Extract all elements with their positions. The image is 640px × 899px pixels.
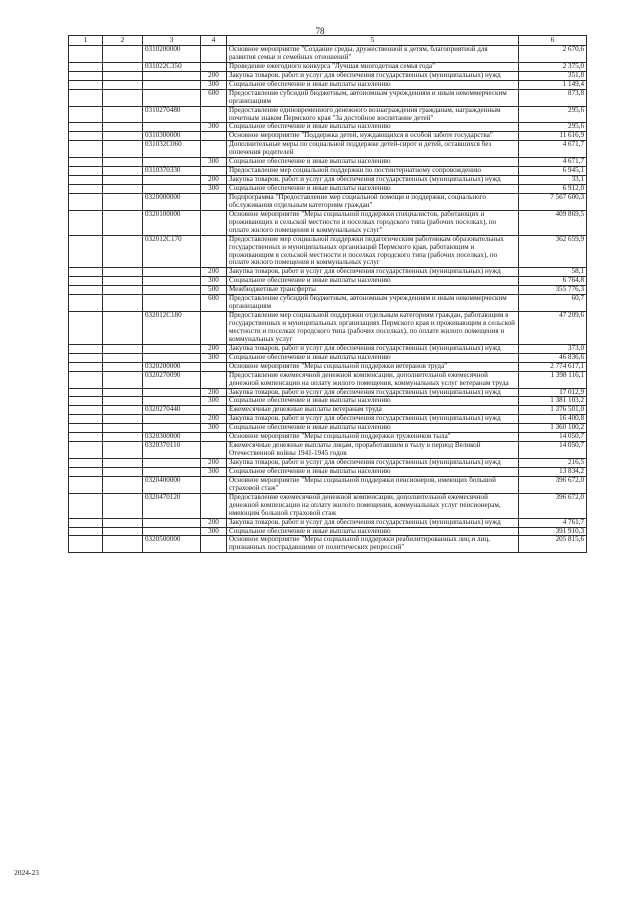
col1-cell: [69, 193, 103, 210]
table-row: [69, 459, 587, 468]
item-name-cell: Предоставление мер социальной поддержки отдельным категориям граждан, работающим в государственных и муниципальных организациях Пермского края и проживающим в сельской местности и поселках городского типа (рабочих поселках), по оплате жилого помещения и коммунальных услуг: [227, 312, 519, 345]
col2-cell: [103, 71, 143, 80]
col1-cell: [69, 277, 103, 286]
col1-cell: [69, 467, 103, 476]
expense-kind-cell: 200: [201, 415, 227, 424]
col2-cell: [103, 158, 143, 167]
item-name-cell: Предоставление мер социальной поддержки педагогическим работникам образовательных государственных и муниципальных организаций Пермского края, работающим и проживающим в сельской местности и поселках городского типа (рабочих поселках), по оплате жилого помещения и коммунальных услуг: [227, 235, 519, 268]
item-name-cell: Основное мероприятие "Меры социальной поддержки ветеранов труда": [227, 362, 519, 371]
item-name-cell: Ежемесячные денежные выплаты лицам, проработавшим в тылу в период Великой Отечественной войны 1941-1945 годов: [227, 442, 519, 459]
col2-cell: [103, 277, 143, 286]
amount-cell: 4 671,7: [519, 141, 587, 158]
item-name-cell: Проведение ежегодного конкурса "Лучшая многодетная семья года": [227, 62, 519, 71]
expense-kind-cell: 300: [201, 467, 227, 476]
target-code-cell: 0320470120: [143, 493, 201, 518]
amount-cell: 1 360 100,2: [519, 424, 587, 433]
table-row: [69, 89, 587, 106]
table-body: [69, 46, 587, 553]
target-code-cell: [143, 518, 201, 527]
item-name-cell: Социальное обеспечение и иные выплаты населению: [227, 527, 519, 536]
col1-cell: [69, 141, 103, 158]
col1-cell: [69, 493, 103, 518]
amount-cell: 1 398 116,1: [519, 371, 587, 388]
col2-cell: [103, 286, 143, 295]
col2-cell: [103, 132, 143, 141]
table-row: [69, 210, 587, 235]
expense-kind-cell: 600: [201, 295, 227, 312]
table-row: [69, 123, 587, 132]
expense-kind-cell: [201, 235, 227, 268]
item-name-cell: Социальное обеспечение и иные выплаты населению: [227, 123, 519, 132]
col1-cell: [69, 459, 103, 468]
item-name-cell: Предоставление субсидий бюджетным, автономным учреждениям и иным некоммерческим организациям: [227, 89, 519, 106]
table-row: [69, 527, 587, 536]
item-name-cell: Социальное обеспечение и иные выплаты населению: [227, 353, 519, 362]
table-row: [69, 277, 587, 286]
col2-cell: [103, 476, 143, 493]
target-code-cell: 0320100000: [143, 210, 201, 235]
table-row: [69, 476, 587, 493]
amount-cell: 1 381 103,2: [519, 397, 587, 406]
table-row: [69, 415, 587, 424]
table-row: [69, 46, 587, 63]
page-number: 78: [315, 26, 325, 36]
target-code-cell: [143, 459, 201, 468]
target-code-cell: [143, 388, 201, 397]
amount-cell: 46 836,6: [519, 353, 587, 362]
expense-kind-cell: 600: [201, 89, 227, 106]
item-name-cell: Социальное обеспечение и иные выплаты населению: [227, 277, 519, 286]
item-name-cell: Ежемесячные денежные выплаты ветеранам труда: [227, 406, 519, 415]
target-code-cell: 0320500000: [143, 536, 201, 553]
item-name-cell: Закупка товаров, работ и услуг для обеспечения государственных (муниципальных) нужд: [227, 415, 519, 424]
col1-cell: [69, 62, 103, 71]
col2-cell: [103, 527, 143, 536]
col2-cell: [103, 344, 143, 353]
amount-cell: 1 149,4: [519, 80, 587, 89]
target-code-cell: [143, 268, 201, 277]
col1-cell: [69, 167, 103, 176]
col2-cell: [103, 415, 143, 424]
col1-cell: [69, 388, 103, 397]
table-row: [69, 106, 587, 123]
expense-kind-cell: [201, 406, 227, 415]
col1-cell: [69, 527, 103, 536]
table-row: [69, 268, 587, 277]
table-row: [69, 493, 587, 518]
amount-cell: 351,8: [519, 71, 587, 80]
target-code-cell: 0320000000: [143, 193, 201, 210]
col2-cell: [103, 518, 143, 527]
expense-kind-cell: [201, 536, 227, 553]
expense-kind-cell: [201, 132, 227, 141]
col2-cell: [103, 442, 143, 459]
target-code-cell: [143, 80, 201, 89]
expense-kind-cell: 300: [201, 424, 227, 433]
table-row: [69, 433, 587, 442]
item-name-cell: Закупка товаров, работ и услуг для обеспечения государственных (муниципальных) нужд: [227, 268, 519, 277]
item-name-cell: Основное мероприятие "Меры социальной поддержки специалистов, работающих и проживающих в сельской местности и поселках городского типа (рабочих поселках), по оплате жилого помещения и коммунальных услуг": [227, 210, 519, 235]
table-row: [69, 176, 587, 185]
col2-cell: [103, 141, 143, 158]
item-name-cell: Закупка товаров, работ и услуг для обеспечения государственных (муниципальных) нужд: [227, 344, 519, 353]
item-name-cell: Межбюджетные трансферты: [227, 286, 519, 295]
col2-cell: [103, 46, 143, 63]
col2-cell: [103, 424, 143, 433]
amount-cell: 4 671,7: [519, 158, 587, 167]
col1-cell: [69, 123, 103, 132]
col1-cell: [69, 371, 103, 388]
amount-cell: 33,1: [519, 176, 587, 185]
amount-cell: 2 375,0: [519, 62, 587, 71]
header-cell-2: 2: [103, 36, 143, 46]
item-name-cell: Закупка товаров, работ и услуг для обеспечения государственных (муниципальных) нужд: [227, 176, 519, 185]
expense-kind-cell: 200: [201, 344, 227, 353]
expense-kind-cell: [201, 141, 227, 158]
item-name-cell: Основное мероприятие "Меры социальной поддержки тружеников тыла": [227, 433, 519, 442]
target-code-cell: 0320400000: [143, 476, 201, 493]
table-row: [69, 312, 587, 345]
target-code-cell: 032012С170: [143, 235, 201, 268]
amount-cell: 1 376 501,0: [519, 406, 587, 415]
table-row: [69, 185, 587, 194]
target-code-cell: 032012С180: [143, 312, 201, 345]
amount-cell: 17 012,9: [519, 388, 587, 397]
table-row: [69, 536, 587, 553]
amount-cell: 355 776,3: [519, 286, 587, 295]
col2-cell: [103, 467, 143, 476]
item-name-cell: Основное мероприятие "Создание среды, дружественной к детям, благоприятной для развития семьи и семейных отношений": [227, 46, 519, 63]
col2-cell: [103, 80, 143, 89]
col1-cell: [69, 353, 103, 362]
col1-cell: [69, 424, 103, 433]
col1-cell: [69, 397, 103, 406]
col2-cell: [103, 312, 143, 345]
col2-cell: [103, 459, 143, 468]
table-row: [69, 397, 587, 406]
footer-code: 2024-23: [14, 868, 39, 877]
col1-cell: [69, 106, 103, 123]
table-row: [69, 71, 587, 80]
table-row: [69, 388, 587, 397]
col2-cell: [103, 210, 143, 235]
col2-cell: [103, 353, 143, 362]
target-code-cell: [143, 71, 201, 80]
item-name-cell: Социальное обеспечение и иные выплаты населению: [227, 467, 519, 476]
expense-kind-cell: [201, 362, 227, 371]
expense-kind-cell: [201, 371, 227, 388]
table-row: [69, 158, 587, 167]
table-row: [69, 353, 587, 362]
item-name-cell: Закупка товаров, работ и услуг для обеспечения государственных (муниципальных) нужд: [227, 518, 519, 527]
col2-cell: [103, 193, 143, 210]
target-code-cell: [143, 353, 201, 362]
col2-cell: [103, 397, 143, 406]
target-code-cell: [143, 467, 201, 476]
table-row: [69, 442, 587, 459]
target-code-cell: [143, 286, 201, 295]
col2-cell: [103, 185, 143, 194]
col2-cell: [103, 362, 143, 371]
amount-cell: 295,6: [519, 106, 587, 123]
item-name-cell: Социальное обеспечение и иные выплаты населению: [227, 80, 519, 89]
col2-cell: [103, 235, 143, 268]
col2-cell: [103, 295, 143, 312]
target-code-cell: 0320270440: [143, 406, 201, 415]
col1-cell: [69, 442, 103, 459]
header-row: [69, 36, 587, 46]
table-row: [69, 167, 587, 176]
col2-cell: [103, 106, 143, 123]
expense-kind-cell: 300: [201, 397, 227, 406]
amount-cell: 60,7: [519, 295, 587, 312]
col2-cell: [103, 268, 143, 277]
expense-kind-cell: 300: [201, 185, 227, 194]
expense-kind-cell: 200: [201, 71, 227, 80]
expense-kind-cell: [201, 193, 227, 210]
target-code-cell: 031022С350: [143, 62, 201, 71]
target-code-cell: 0310370330: [143, 167, 201, 176]
expense-kind-cell: 300: [201, 123, 227, 132]
target-code-cell: 0310200000: [143, 46, 201, 63]
item-name-cell: Предоставление единовременного денежного вознаграждения гражданам, награжденным почетным знаком Пермского края "За достойное воспитание детей": [227, 106, 519, 123]
col1-cell: [69, 210, 103, 235]
expense-kind-cell: [201, 312, 227, 345]
item-name-cell: Социальное обеспечение и иные выплаты населению: [227, 185, 519, 194]
col2-cell: [103, 433, 143, 442]
expense-kind-cell: [201, 106, 227, 123]
header-cell-5: 5: [227, 36, 519, 46]
expense-kind-cell: [201, 476, 227, 493]
amount-cell: 47 209,6: [519, 312, 587, 345]
item-name-cell: Дополнительные меры по социальной поддержке детей-сирот и детей, оставшихся без попечения родителей: [227, 141, 519, 158]
amount-cell: 4 761,7: [519, 518, 587, 527]
item-name-cell: Подпрограмма "Предоставление мер социальной помощи и поддержки, социального обслуживания отдельным категориям граждан": [227, 193, 519, 210]
amount-cell: 58,1: [519, 268, 587, 277]
amount-cell: 16 400,8: [519, 415, 587, 424]
header-cell-3: 3: [143, 36, 201, 46]
budget-table: [68, 35, 587, 553]
amount-cell: 11 616,9: [519, 132, 587, 141]
col1-cell: [69, 46, 103, 63]
col1-cell: [69, 235, 103, 268]
expense-kind-cell: 300: [201, 353, 227, 362]
col1-cell: [69, 71, 103, 80]
table-row: [69, 344, 587, 353]
target-code-cell: [143, 123, 201, 132]
amount-cell: 2 774 617,1: [519, 362, 587, 371]
amount-cell: 362 659,9: [519, 235, 587, 268]
table-row: [69, 467, 587, 476]
col1-cell: [69, 176, 103, 185]
amount-cell: 7 567 600,3: [519, 193, 587, 210]
table-row: [69, 80, 587, 89]
col2-cell: [103, 62, 143, 71]
col2-cell: [103, 176, 143, 185]
col1-cell: [69, 415, 103, 424]
expense-kind-cell: 300: [201, 277, 227, 286]
header-cell-4: 4: [201, 36, 227, 46]
table-row: [69, 235, 587, 268]
col2-cell: [103, 371, 143, 388]
expense-kind-cell: 300: [201, 527, 227, 536]
table-row: [69, 141, 587, 158]
col1-cell: [69, 158, 103, 167]
col1-cell: [69, 132, 103, 141]
table-row: [69, 362, 587, 371]
amount-cell: 14 050,7: [519, 442, 587, 459]
target-code-cell: 0310270480: [143, 106, 201, 123]
col1-cell: [69, 536, 103, 553]
target-code-cell: [143, 176, 201, 185]
expense-kind-cell: [201, 433, 227, 442]
item-name-cell: Предоставление субсидий бюджетным, автономным учреждениям и иным некоммерческим организациям: [227, 295, 519, 312]
table-row: [69, 371, 587, 388]
table-row: [69, 424, 587, 433]
item-name-cell: Социальное обеспечение и иные выплаты населению: [227, 424, 519, 433]
amount-cell: 396 672,0: [519, 476, 587, 493]
target-code-cell: [143, 344, 201, 353]
expense-kind-cell: [201, 210, 227, 235]
expense-kind-cell: 200: [201, 176, 227, 185]
table-row: [69, 295, 587, 312]
col1-cell: [69, 268, 103, 277]
table-row: [69, 286, 587, 295]
target-code-cell: [143, 415, 201, 424]
col2-cell: [103, 123, 143, 132]
item-name-cell: Закупка товаров, работ и услуг для обеспечения государственных (муниципальных) нужд: [227, 459, 519, 468]
item-name-cell: Основное мероприятие "Меры социальной поддержки реабилитированных лиц и лиц, признанных пострадавшими от политических репрессий": [227, 536, 519, 553]
target-code-cell: 0320270090: [143, 371, 201, 388]
item-name-cell: Закупка товаров, работ и услуг для обеспечения государственных (муниципальных) нужд: [227, 388, 519, 397]
target-code-cell: 0310300000: [143, 132, 201, 141]
expense-kind-cell: 300: [201, 158, 227, 167]
col2-cell: [103, 536, 143, 553]
col1-cell: [69, 406, 103, 415]
target-code-cell: 031032С060: [143, 141, 201, 158]
col1-cell: [69, 476, 103, 493]
amount-cell: 6 945,1: [519, 167, 587, 176]
expense-kind-cell: 200: [201, 268, 227, 277]
col2-cell: [103, 406, 143, 415]
amount-cell: 205 815,6: [519, 536, 587, 553]
expense-kind-cell: 200: [201, 459, 227, 468]
item-name-cell: Предоставление мер социальной поддержки по постинтернатному сопровождению: [227, 167, 519, 176]
target-code-cell: [143, 527, 201, 536]
item-name-cell: Основное мероприятие "Меры социальной поддержки пенсионеров, имеющих большой страховой стаж": [227, 476, 519, 493]
amount-cell: 14 050,7: [519, 433, 587, 442]
col1-cell: [69, 286, 103, 295]
expense-kind-cell: 300: [201, 80, 227, 89]
expense-kind-cell: [201, 442, 227, 459]
expense-kind-cell: 200: [201, 518, 227, 527]
expense-kind-cell: [201, 167, 227, 176]
expense-kind-cell: 200: [201, 388, 227, 397]
amount-cell: 13 834,2: [519, 467, 587, 476]
header-cell-6: 6: [519, 36, 587, 46]
col1-cell: [69, 344, 103, 353]
target-code-cell: [143, 158, 201, 167]
item-name-cell: Основное мероприятие "Поддержка детей, нуждающихся в особой заботе государства": [227, 132, 519, 141]
col1-cell: [69, 518, 103, 527]
target-code-cell: [143, 397, 201, 406]
amount-cell: 6 912,0: [519, 185, 587, 194]
table-row: [69, 406, 587, 415]
col2-cell: [103, 493, 143, 518]
amount-cell: 391 910,3: [519, 527, 587, 536]
item-name-cell: Социальное обеспечение и иные выплаты населению: [227, 397, 519, 406]
table-row: [69, 132, 587, 141]
col2-cell: [103, 167, 143, 176]
item-name-cell: Закупка товаров, работ и услуг для обеспечения государственных (муниципальных) нужд: [227, 71, 519, 80]
target-code-cell: [143, 424, 201, 433]
expense-kind-cell: [201, 46, 227, 63]
amount-cell: 396 672,0: [519, 493, 587, 518]
amount-cell: 295,6: [519, 123, 587, 132]
amount-cell: 6 764,8: [519, 277, 587, 286]
col1-cell: [69, 89, 103, 106]
header-cell-1: 1: [69, 36, 103, 46]
col1-cell: [69, 80, 103, 89]
col2-cell: [103, 89, 143, 106]
amount-cell: 409 869,5: [519, 210, 587, 235]
table-row: [69, 62, 587, 71]
item-name-cell: Предоставление ежемесячной денежной компенсации, дополнительной ежемесячной денежной компенсации на оплату жилого помещения, коммунальных услуг ветеранам труда: [227, 371, 519, 388]
target-code-cell: [143, 295, 201, 312]
expense-kind-cell: 500: [201, 286, 227, 295]
target-code-cell: [143, 185, 201, 194]
col1-cell: [69, 185, 103, 194]
col1-cell: [69, 312, 103, 345]
item-name-cell: Предоставление ежемесячной денежной компенсации, дополнительной ежемесячной денежной компенсации на оплату жилого помещения, коммунальных услуг пенсионерам, имеющим большой страховой стаж: [227, 493, 519, 518]
amount-cell: 873,8: [519, 89, 587, 106]
target-code-cell: [143, 89, 201, 106]
col1-cell: [69, 433, 103, 442]
table-row: [69, 193, 587, 210]
amount-cell: 373,0: [519, 344, 587, 353]
target-code-cell: 0320200000: [143, 362, 201, 371]
amount-cell: 216,5: [519, 459, 587, 468]
expense-kind-cell: [201, 493, 227, 518]
amount-cell: 2 670,6: [519, 46, 587, 63]
col2-cell: [103, 388, 143, 397]
table-row: [69, 518, 587, 527]
item-name-cell: Социальное обеспечение и иные выплаты населению: [227, 158, 519, 167]
target-code-cell: [143, 277, 201, 286]
col1-cell: [69, 362, 103, 371]
col1-cell: [69, 295, 103, 312]
target-code-cell: 0320370110: [143, 442, 201, 459]
target-code-cell: 0320300000: [143, 433, 201, 442]
expense-kind-cell: [201, 62, 227, 71]
